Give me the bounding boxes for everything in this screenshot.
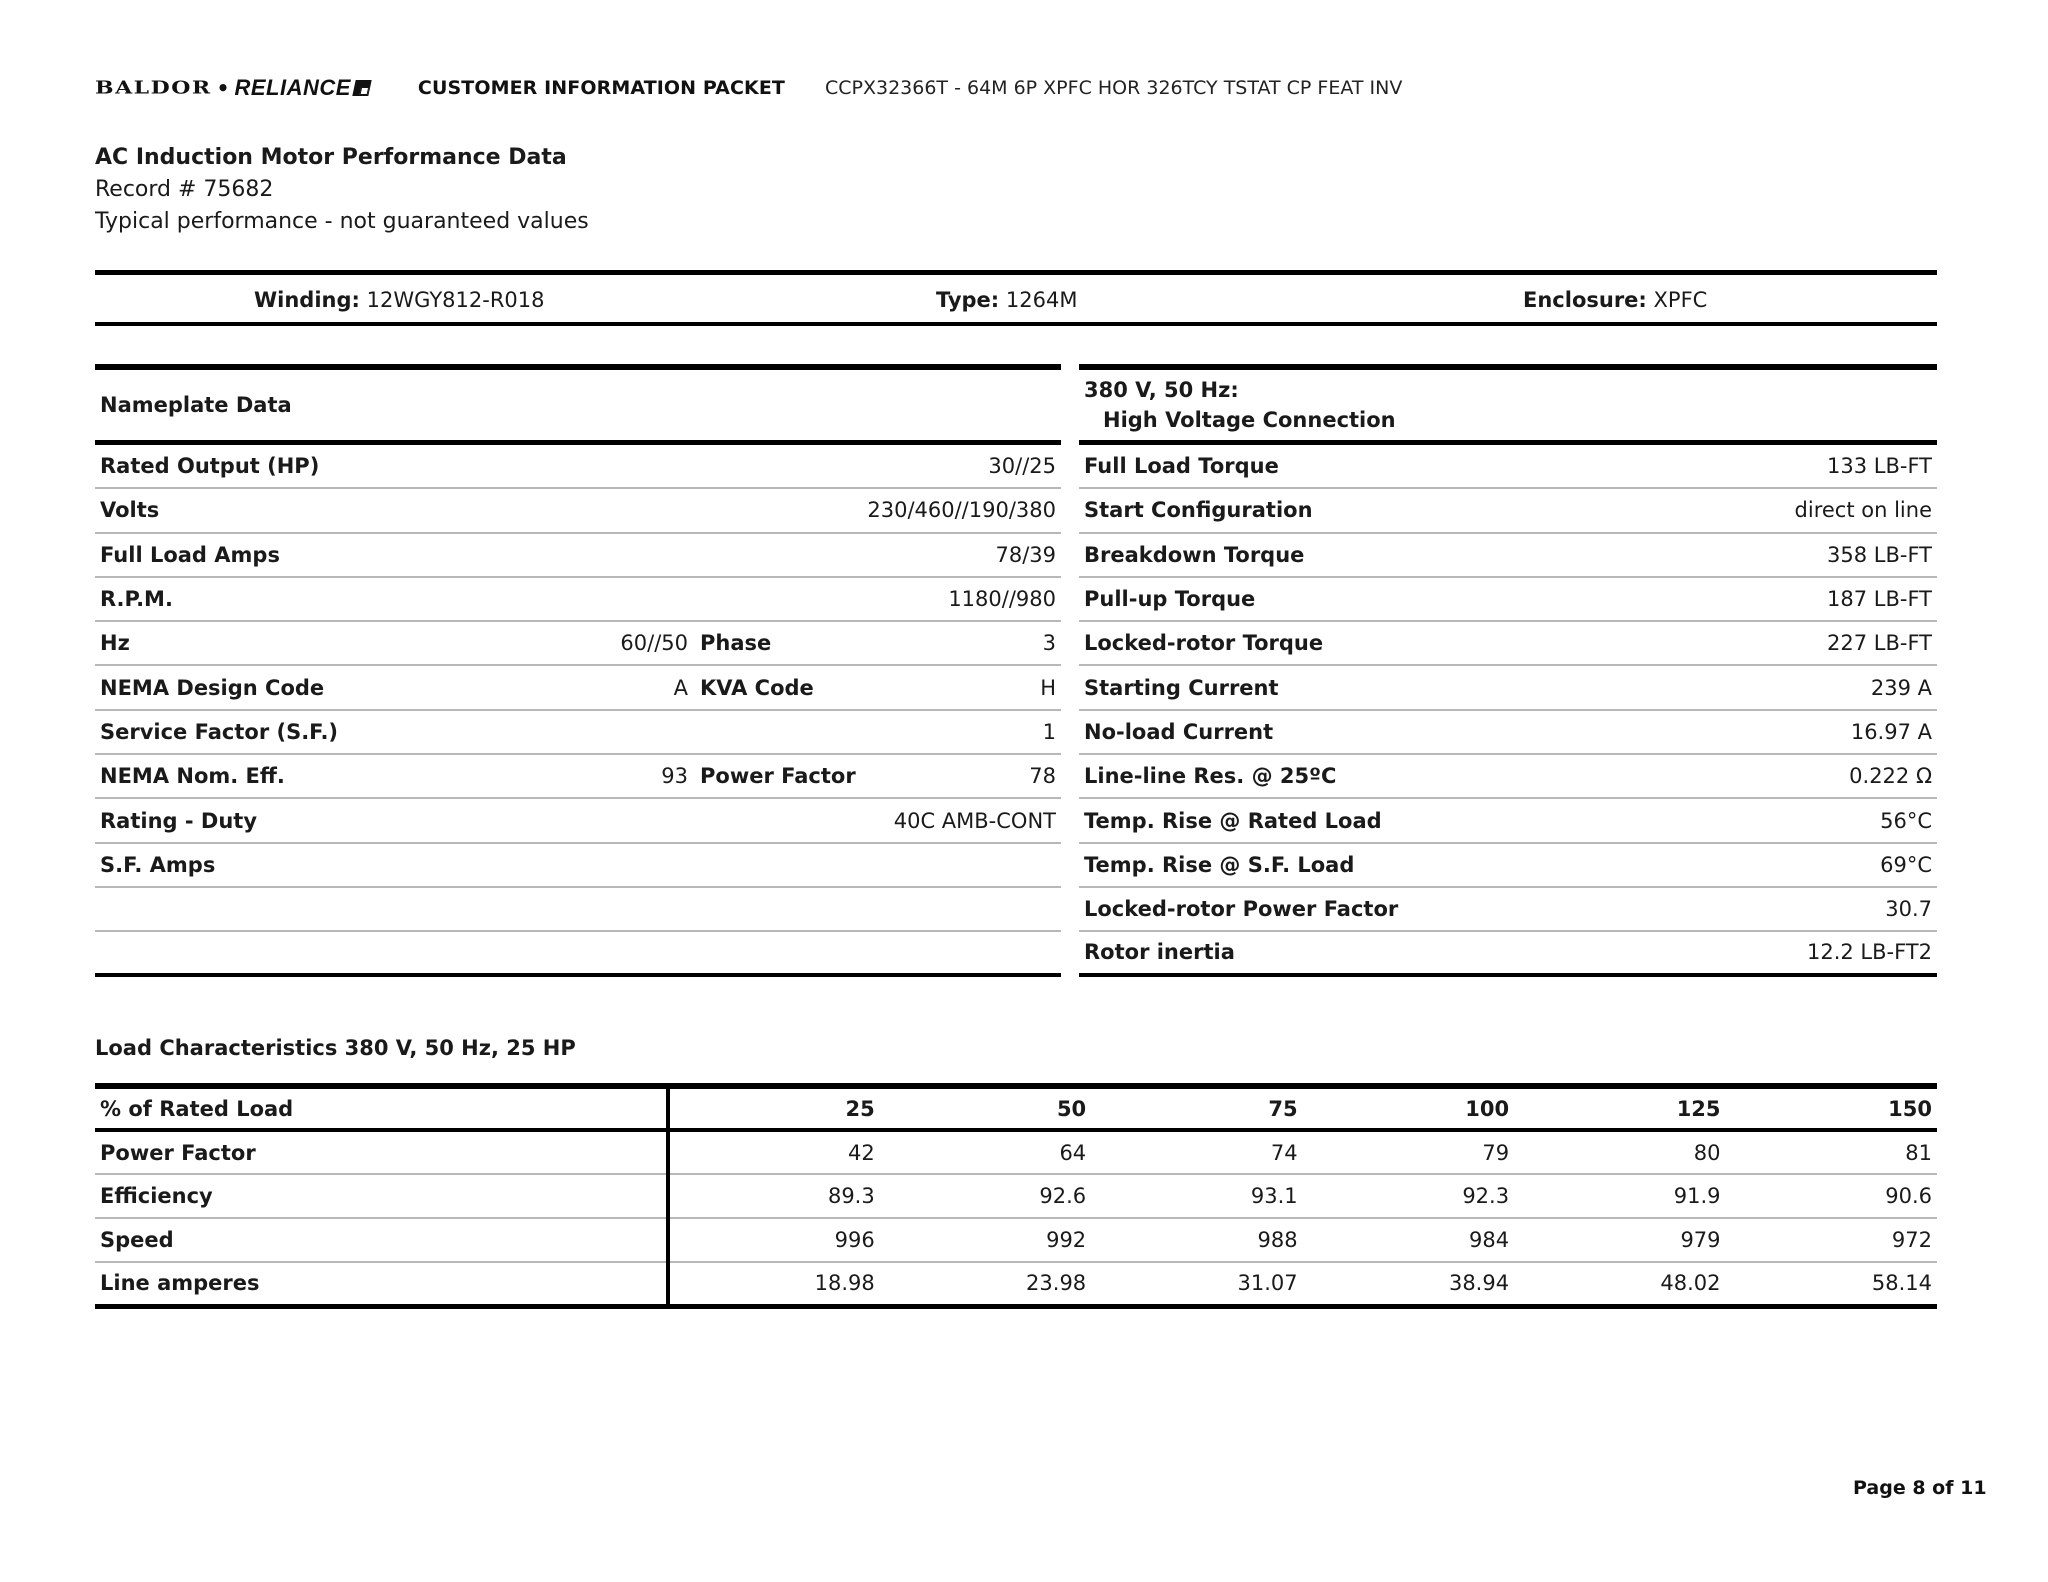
cell: 90.6	[1885, 1184, 1932, 1208]
cell: 18.98	[814, 1271, 875, 1296]
load-characteristics-table	[95, 1083, 1937, 1309]
disclaimer: Typical performance - not guaranteed values	[95, 209, 589, 234]
cell: 31.07	[1237, 1271, 1298, 1296]
table-row	[1079, 932, 1937, 976]
winding-field	[254, 288, 545, 312]
row-value: 133 LB-FT	[1827, 454, 1932, 479]
row-value: 227 LB-FT	[1827, 631, 1932, 656]
row-label: Rating - Duty	[100, 808, 258, 833]
row-label: NEMA Nom. Eff.	[100, 764, 285, 789]
table-row	[1079, 666, 1937, 710]
table-row-empty	[95, 888, 1061, 932]
row-value: A	[673, 675, 688, 700]
cell: 48.02	[1660, 1271, 1721, 1296]
row-value: 187 LB-FT	[1827, 587, 1932, 612]
row-value-secondary: H	[1040, 675, 1056, 700]
table-row	[1079, 445, 1937, 489]
cell: 91.9	[1673, 1184, 1721, 1208]
table-row	[95, 666, 1061, 710]
cell: 64	[1059, 1140, 1087, 1165]
cell: 972	[1891, 1228, 1932, 1252]
table-row-empty	[95, 932, 1061, 976]
table-row	[1079, 799, 1937, 843]
table-row	[95, 445, 1061, 489]
document-header	[95, 72, 1402, 104]
enclosure-label: Enclosure:	[1523, 288, 1647, 312]
cell: 58.14	[1871, 1271, 1932, 1296]
nameplate-title: Nameplate Data	[100, 393, 292, 417]
table-row	[95, 1262, 1937, 1306]
table-row	[1079, 489, 1937, 533]
logo-separator: •	[216, 76, 230, 100]
row-value: 56°C	[1880, 808, 1932, 833]
row-label: Rotor inertia	[1084, 940, 1235, 965]
row-label: Hz	[100, 631, 130, 656]
row-value: 12.2 LB-FT2	[1806, 940, 1932, 965]
column-header: 50	[1056, 1096, 1087, 1121]
row-label: Locked-rotor Torque	[1084, 631, 1324, 656]
row-value-secondary: 78	[1029, 764, 1056, 789]
type-value: 1264M	[1005, 288, 1078, 312]
cell: 42	[847, 1140, 875, 1165]
row-label-secondary: Power Factor	[700, 764, 856, 789]
table-row	[1079, 711, 1937, 755]
table-row	[95, 1218, 1937, 1262]
connection-header	[1079, 364, 1937, 445]
row-value: 358 LB-FT	[1827, 542, 1932, 567]
enclosure-field	[1523, 288, 1707, 312]
table-row	[1079, 578, 1937, 622]
winding-value: 12WGY812-R018	[366, 288, 545, 312]
connection-title: 380 V, 50 Hz:	[1084, 378, 1239, 402]
type-label: Type:	[936, 288, 1000, 312]
row-value: 0.222 Ω	[1849, 764, 1932, 789]
cell: 80	[1693, 1140, 1721, 1165]
page-number: Page 8 of 11	[1853, 1477, 1987, 1499]
connection-subtitle: High Voltage Connection	[1103, 408, 1396, 432]
column-header: % of Rated Load	[95, 1086, 668, 1130]
row-label: Line amperes	[95, 1262, 668, 1306]
column-header: 25	[845, 1096, 875, 1121]
load-characteristics-title: Load Characteristics 380 V, 50 Hz, 25 HP	[95, 1036, 576, 1060]
row-label: R.P.M.	[100, 587, 173, 612]
row-label: Pull-up Torque	[1084, 587, 1256, 612]
table-row	[95, 622, 1061, 666]
row-label: Full Load Amps	[100, 542, 280, 567]
logo-reliance-text: RELIANCE	[234, 75, 351, 100]
reliance-mark-icon	[352, 80, 371, 96]
column-header: 75	[1268, 1096, 1298, 1121]
cell: 23.98	[1026, 1271, 1087, 1296]
intro-block	[95, 142, 589, 238]
column-header: 125	[1676, 1096, 1721, 1121]
table-row	[95, 534, 1061, 578]
row-label: Temp. Rise @ S.F. Load	[1084, 852, 1355, 877]
row-value: 1180//980	[948, 587, 1056, 612]
page-title: AC Induction Motor Performance Data	[95, 145, 567, 170]
table-row	[95, 755, 1061, 799]
row-value: 93	[661, 764, 688, 789]
row-label: Power Factor	[95, 1130, 668, 1174]
row-label: NEMA Design Code	[100, 675, 325, 700]
row-value: 30//25	[988, 454, 1056, 479]
record-number: Record # 75682	[95, 177, 274, 202]
row-label: Efficiency	[95, 1174, 668, 1218]
table-row	[1079, 888, 1937, 932]
table-row	[95, 1174, 1937, 1218]
connection-table	[1079, 364, 1937, 977]
cell: 74	[1270, 1140, 1298, 1165]
row-value: 239 A	[1870, 675, 1932, 700]
cell: 92.6	[1039, 1184, 1087, 1208]
table-header-row	[95, 1086, 1937, 1130]
table-row	[95, 489, 1061, 533]
cell: 996	[834, 1228, 875, 1252]
table-row	[95, 711, 1061, 755]
row-label: Rated Output (HP)	[100, 454, 320, 479]
column-header: 100	[1465, 1096, 1510, 1121]
enclosure-value: XPFC	[1653, 288, 1708, 312]
table-row	[95, 1130, 1937, 1174]
row-label: No-load Current	[1084, 719, 1274, 744]
cell: 81	[1905, 1140, 1932, 1165]
row-label: Service Factor (S.F.)	[100, 719, 339, 744]
row-label: Locked-rotor Power Factor	[1084, 897, 1399, 922]
row-label: Starting Current	[1084, 675, 1279, 700]
row-label: Breakdown Torque	[1084, 542, 1305, 567]
cell: 89.3	[827, 1184, 875, 1208]
table-row	[95, 799, 1061, 843]
table-row	[95, 844, 1061, 888]
motor-info-bar	[95, 270, 1937, 326]
cell: 992	[1046, 1228, 1087, 1252]
logo-baldor-text: BALDOR	[95, 77, 212, 99]
row-value: 69°C	[1880, 852, 1932, 877]
row-label: Temp. Rise @ Rated Load	[1084, 808, 1382, 833]
row-label: Full Load Torque	[1084, 454, 1279, 479]
row-value-secondary: 3	[1042, 631, 1056, 656]
row-label: Start Configuration	[1084, 498, 1313, 523]
row-label: S.F. Amps	[100, 852, 216, 877]
cell: 92.3	[1462, 1184, 1510, 1208]
table-row	[1079, 534, 1937, 578]
row-label: Speed	[95, 1218, 668, 1262]
row-value: 60//50	[620, 631, 688, 656]
cell: 79	[1482, 1140, 1510, 1165]
cell: 93.1	[1250, 1184, 1298, 1208]
model-description: CCPX32366T - 64M 6P XPFC HOR 326TCY TSTAT CP FEAT INV	[824, 77, 1403, 99]
baldor-reliance-logo	[95, 72, 370, 104]
table-row	[1079, 755, 1937, 799]
cell: 984	[1468, 1228, 1510, 1252]
cell: 38.94	[1448, 1271, 1510, 1296]
cell: 979	[1680, 1228, 1721, 1252]
table-row	[1079, 622, 1937, 666]
type-field	[936, 288, 1077, 312]
cell: 988	[1257, 1228, 1298, 1252]
row-value: 40C AMB-CONT	[893, 808, 1056, 833]
row-label: Line-line Res. @ 25ºC	[1084, 764, 1337, 789]
row-label-secondary: KVA Code	[700, 675, 814, 700]
row-label: Volts	[100, 498, 160, 523]
winding-label: Winding:	[254, 288, 360, 312]
table-row	[1079, 844, 1937, 888]
row-value: 78/39	[995, 542, 1056, 567]
nameplate-header	[95, 364, 1061, 445]
nameplate-table	[95, 364, 1061, 977]
table-row	[95, 578, 1061, 622]
row-value: 230/460//190/380	[867, 498, 1056, 523]
row-value: direct on line	[1794, 498, 1932, 523]
row-value: 16.97 A	[1850, 719, 1932, 744]
row-label-secondary: Phase	[700, 631, 772, 656]
packet-title: CUSTOMER INFORMATION PACKET	[417, 77, 785, 99]
column-header: 150	[1888, 1096, 1932, 1121]
row-value: 30.7	[1885, 897, 1932, 922]
row-value: 1	[1042, 719, 1056, 744]
